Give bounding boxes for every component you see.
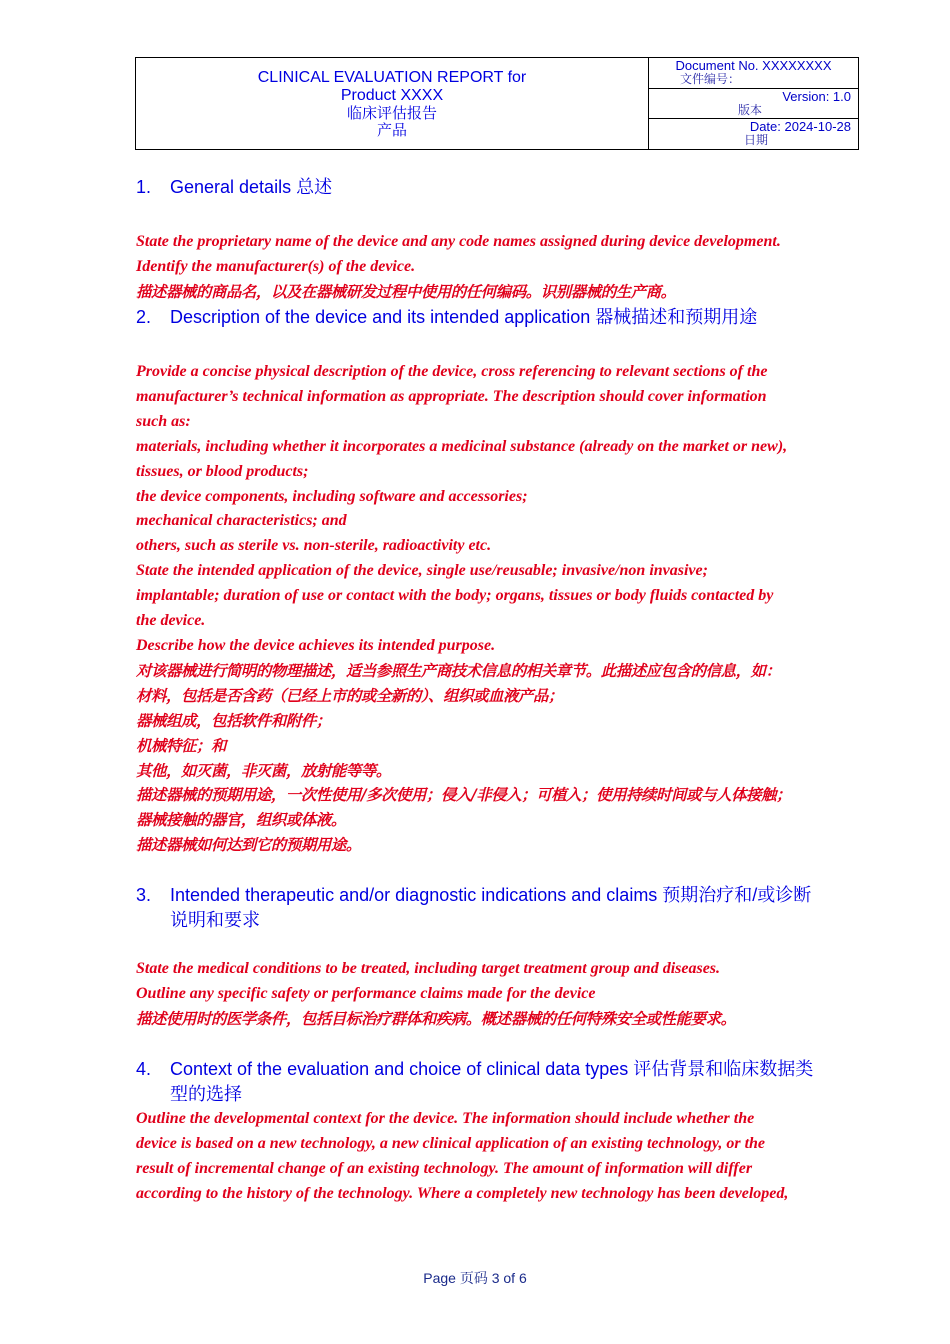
body-line: others, such as sterile vs. non-sterile, radioactivity etc. bbox=[136, 537, 492, 555]
body-line: 材料，包括是否含药（已经上市的或全新的）、组织或血液产品； bbox=[136, 686, 564, 705]
document-meta-cells bbox=[649, 58, 858, 149]
section-title-line: Context of the evaluation and choice of clinical data types 评估背景和临床数据类 bbox=[170, 1059, 814, 1079]
product-name: Product XXXX bbox=[340, 86, 444, 104]
body-line: State the proprietary name of the device and any code names assigned during device development. bbox=[136, 233, 781, 250]
section-title: General details 总述 bbox=[170, 177, 333, 197]
section-4-heading bbox=[136, 1057, 860, 1107]
body-line: 描述器械的商品名，以及在器械研发过程中使用的任何编码。识别器械的生产商。 bbox=[136, 282, 676, 301]
date: Date: 2024-10-28 bbox=[749, 119, 851, 135]
section-number: 2. bbox=[136, 307, 152, 327]
section-2-heading bbox=[136, 305, 860, 330]
body-line: 描述使用时的医学条件，包括目标治疗群体和疾病。概述器械的任何特殊安全或性能要求。 bbox=[136, 1009, 736, 1028]
body-line: 其他，如灭菌，非灭菌，放射能等等。 bbox=[136, 761, 391, 780]
body-line: Provide a concise physical description of the device, cross referencing to relevant sections of the bbox=[136, 363, 768, 380]
section-3-heading bbox=[136, 883, 860, 933]
body-line: 描述器械如何达到它的预期用途。 bbox=[136, 836, 361, 855]
body-line: 器械接触的器官，组织或体液。 bbox=[136, 811, 346, 830]
date-cn: 日期 bbox=[744, 133, 769, 148]
body-line: according to the history of the technology. Where a completely new technology has been developed, bbox=[136, 1184, 789, 1202]
body-line: 器械组成，包括软件和附件； bbox=[136, 711, 331, 730]
version-cn: 版本 bbox=[737, 102, 762, 117]
section-title-line: Intended therapeutic and/or diagnostic indications and claims 预期治疗和/或诊断 bbox=[170, 885, 812, 905]
product-name-cn: 产品 bbox=[376, 120, 407, 139]
version: Version: 1.0 bbox=[782, 88, 851, 104]
body-line: Outline the developmental context for the device. The information should include whether the bbox=[136, 1110, 755, 1127]
section-4-body bbox=[136, 1107, 872, 1207]
body-line: implantable; duration of use or contact with the body; organs, tissues or body fluids contacted by bbox=[136, 587, 774, 605]
body-line: State the medical conditions to be treated, including target treatment group and diseases. bbox=[136, 960, 721, 977]
section-title-line: 型的选择 bbox=[170, 1084, 242, 1104]
body-line: manufacturer’s technical information as appropriate. The description should cover information bbox=[136, 387, 767, 405]
body-line: tissues, or blood products; bbox=[136, 462, 309, 480]
body-line: 机械特征；和 bbox=[136, 736, 226, 755]
document-number-cell bbox=[649, 58, 858, 89]
section-number: 3. bbox=[136, 885, 152, 905]
section-number: 4. bbox=[136, 1059, 152, 1079]
body-line: 对该器械进行简明的物理描述，适当参照生产商技术信息的相关章节。此描述应包含的信息，如： bbox=[136, 661, 781, 680]
body-line: materials, including whether it incorporates a medicinal substance (already on the market or new), bbox=[136, 437, 788, 455]
body-line: State the intended application of the device, single use/reusable; invasive/non invasive; bbox=[136, 562, 708, 580]
body-line: Outline any specific safety or performance claims made for the device bbox=[136, 984, 596, 1002]
section-title bbox=[170, 1057, 860, 1107]
section-number: 1. bbox=[136, 177, 152, 197]
version-cell bbox=[649, 89, 858, 120]
body-line: result of incremental change of an existing technology. The amount of information will differ bbox=[136, 1159, 753, 1177]
section-1-heading bbox=[136, 175, 860, 200]
section-title bbox=[170, 883, 860, 933]
document-number-cn: 文件编号： bbox=[680, 71, 741, 86]
section-1-body bbox=[136, 230, 872, 305]
body-line: 描述器械的预期用途，一次性使用/多次使用；侵入/非侵入；可植入；使用持续时间或与人体接触； bbox=[136, 786, 792, 805]
body-line: mechanical characteristics; and bbox=[136, 512, 347, 530]
date-cell bbox=[649, 119, 858, 149]
body-line: Identify the manufacturer(s) of the device. bbox=[136, 257, 416, 275]
section-title-line: 说明和要求 bbox=[170, 910, 260, 930]
report-title-cn: 临床评估报告 bbox=[346, 103, 437, 122]
document-number: Document No. XXXXXXXX bbox=[675, 57, 832, 73]
page-number-footer: Page 页码 3 of 6 bbox=[423, 1270, 527, 1286]
section-3-body bbox=[136, 957, 872, 1032]
body-line: Describe how the device achieves its intended purpose. bbox=[136, 636, 496, 654]
report-title-cell bbox=[136, 58, 649, 149]
body-line: the device. bbox=[136, 612, 206, 630]
body-line: such as: bbox=[136, 412, 191, 430]
report-title: CLINICAL EVALUATION REPORT for bbox=[257, 68, 527, 86]
document-header-table bbox=[135, 57, 859, 150]
body-line: device is based on a new technology, a new clinical application of an existing technology, or the bbox=[136, 1134, 766, 1152]
section-2-body bbox=[136, 360, 872, 858]
body-line: the device components, including software and accessories; bbox=[136, 487, 528, 505]
section-title: Description of the device and its intended application 器械描述和预期用途 bbox=[170, 307, 758, 327]
